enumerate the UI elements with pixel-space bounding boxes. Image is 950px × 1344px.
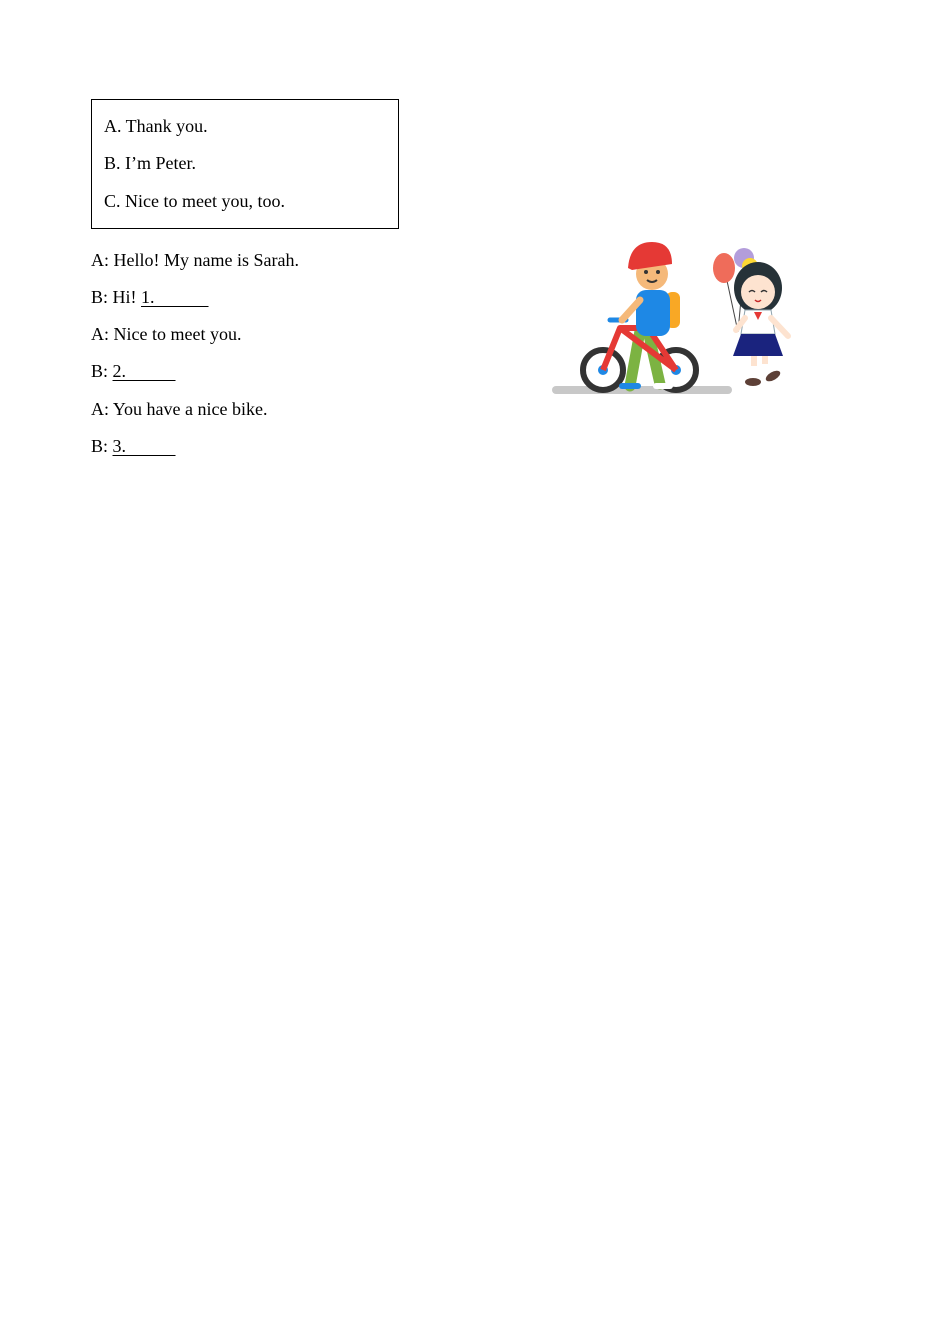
speaker-label: A: [91,324,114,344]
dialogue-text: Nice to meet you. [113,324,242,344]
speaker-label: A: [91,250,114,270]
boy-with-bike-and-girl-with-balloons-illustration [548,236,804,400]
speaker-label: B: [91,287,113,307]
answer-options-box [91,99,399,229]
answer-blank-2[interactable]: 2. [112,361,176,381]
option-b: B. I’m Peter. [104,153,196,173]
speaker-label: B: [91,436,113,456]
answer-blank-1[interactable]: 1. [141,287,209,307]
dialogue-line [91,323,241,345]
dialogue-line [91,435,176,457]
speaker-label: B: [91,361,113,381]
dialogue-line [91,360,176,382]
answer-blank-3[interactable]: 3. [112,436,176,456]
dialogue-line [91,249,299,271]
dialogue-text: Hi! [112,287,142,307]
option-c: C. Nice to meet you, too. [104,191,285,211]
speaker-label: A: [91,399,113,419]
dialogue-line [91,286,209,308]
option-a: A. Thank you. [104,116,208,136]
dialogue-text: Hello! My name is Sarah. [113,250,299,270]
dialogue-text: You have a nice bike. [112,399,268,419]
dialogue-line [91,398,267,420]
